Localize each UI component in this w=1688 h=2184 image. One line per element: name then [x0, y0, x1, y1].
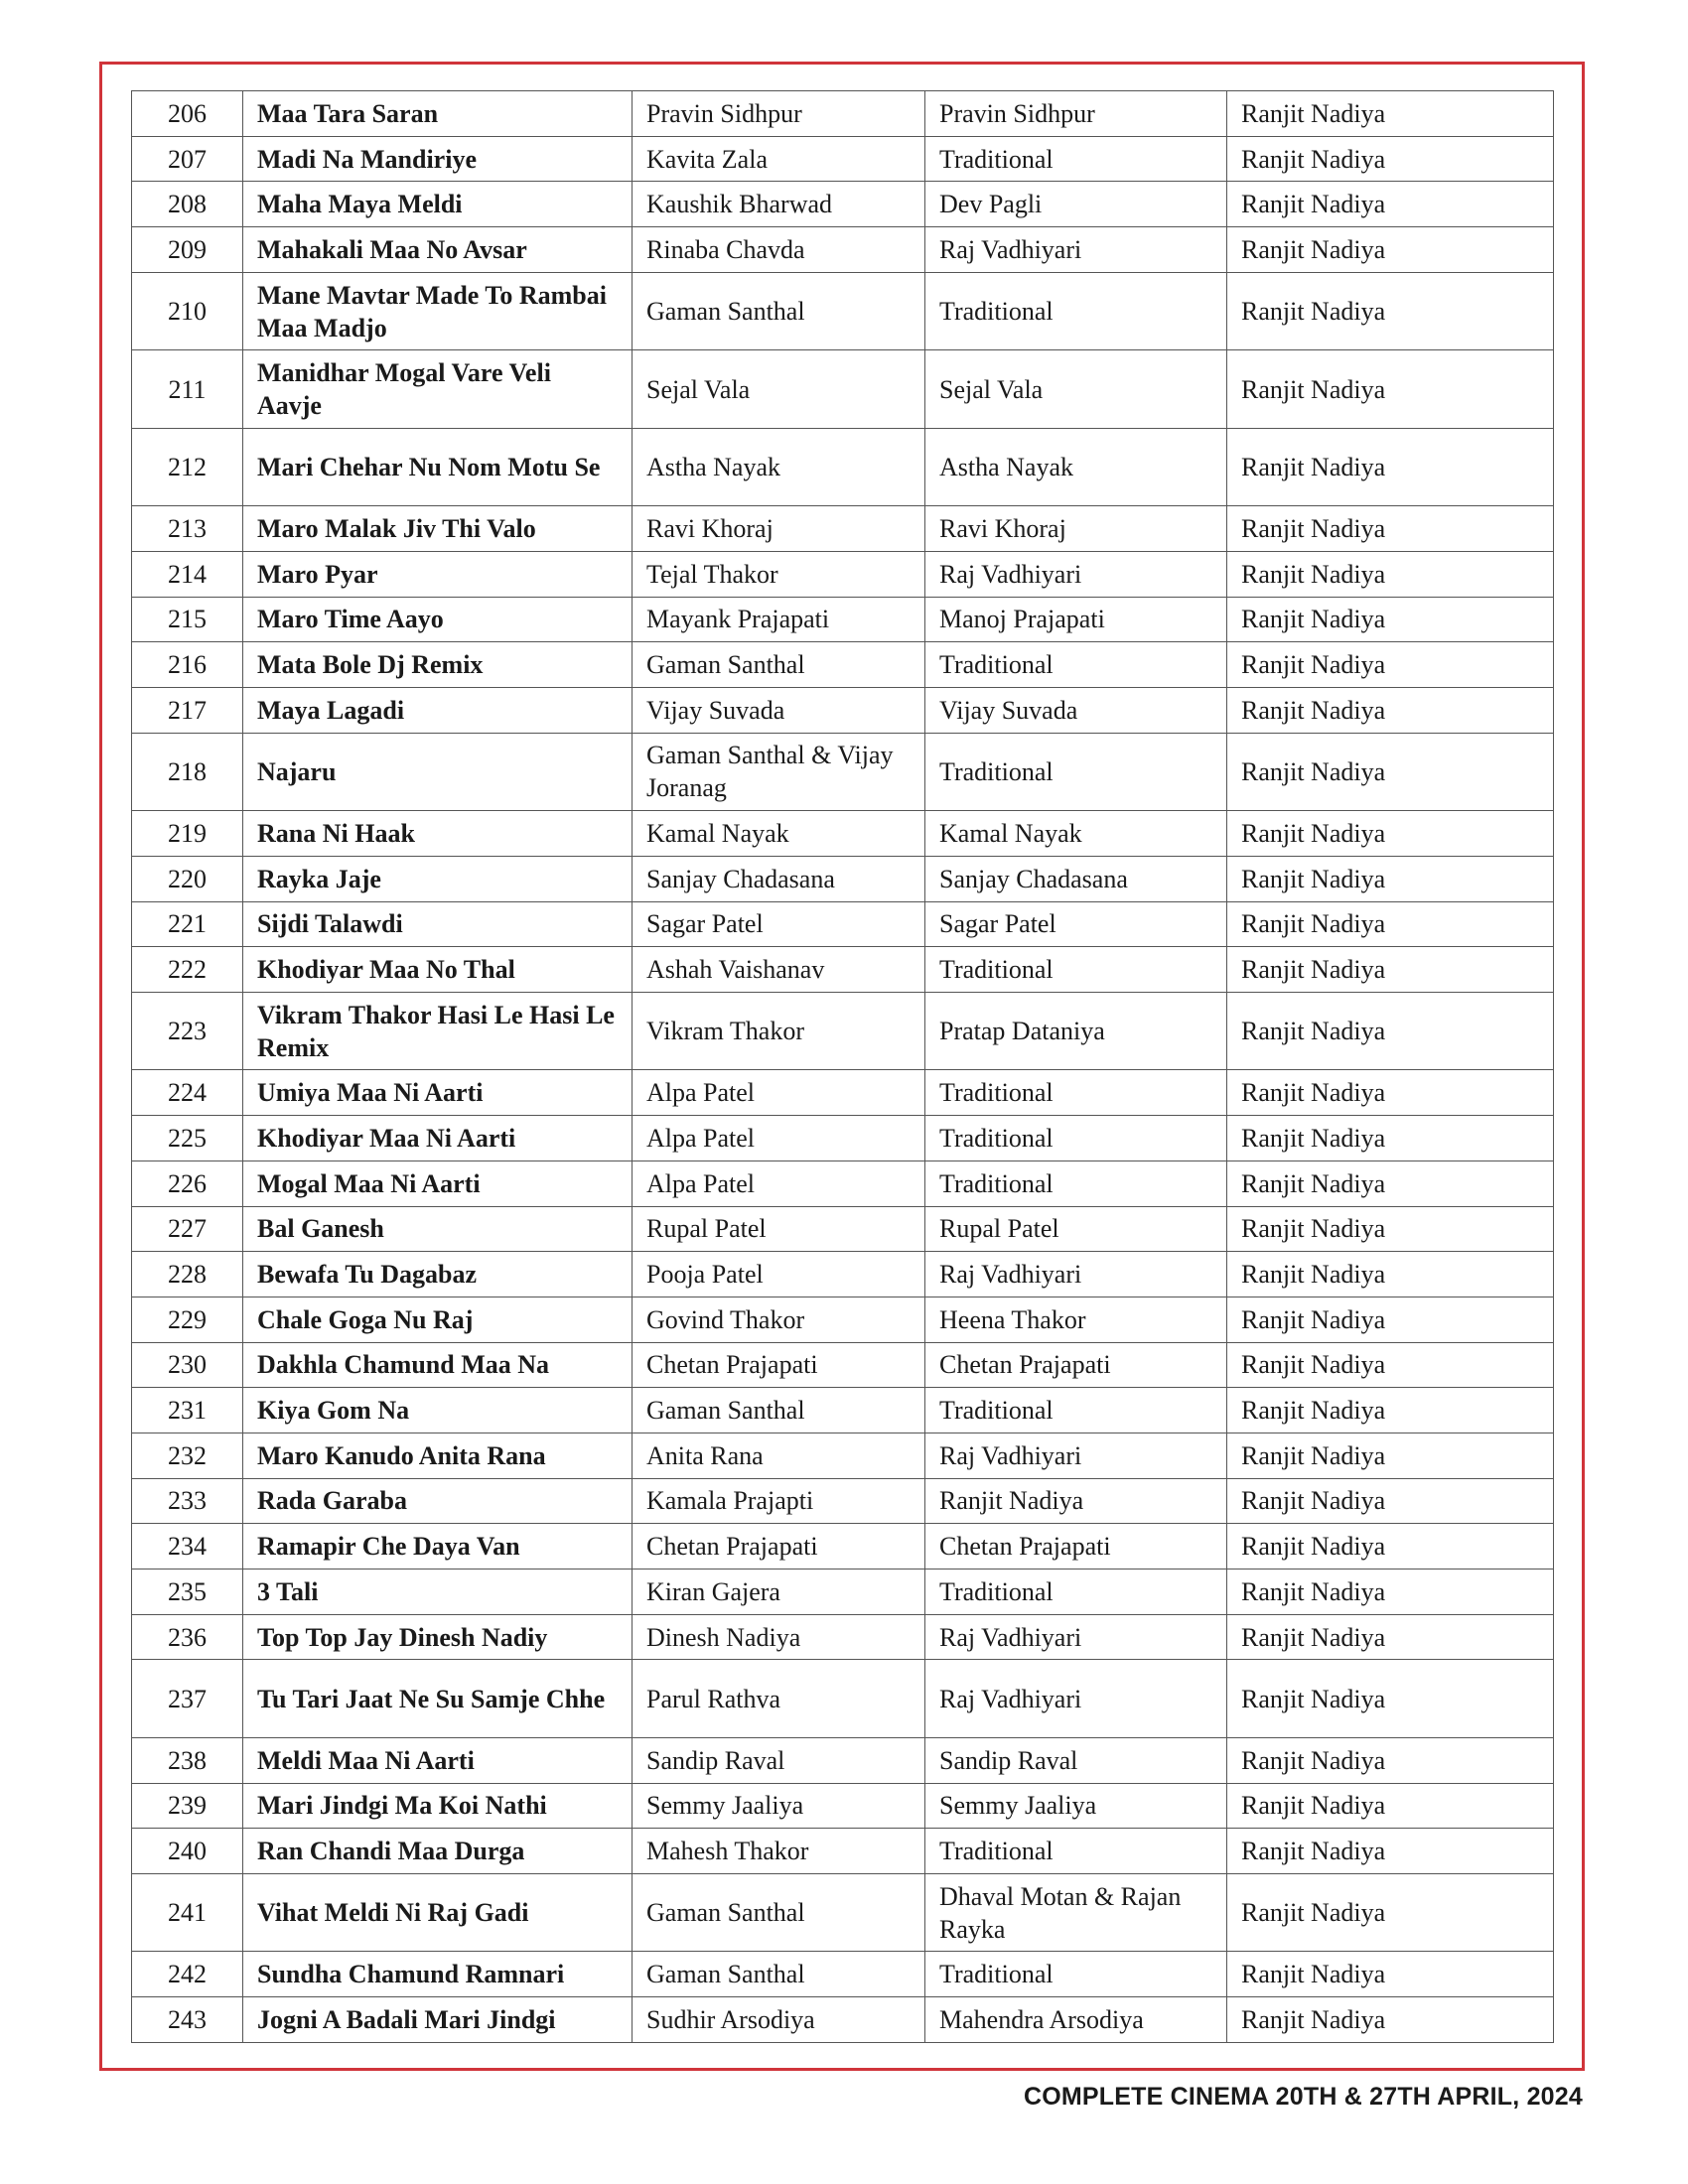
composer-name: Ranjit Nadiya	[1227, 1388, 1554, 1433]
song-title: Kiya Gom Na	[243, 1388, 633, 1433]
lyricist-name: Traditional	[925, 1116, 1227, 1161]
singer-name: Mahesh Thakor	[633, 1829, 925, 1874]
table-row	[132, 91, 1554, 137]
composer-name: Ranjit Nadiya	[1227, 1342, 1554, 1388]
song-title: Umiya Maa Ni Aarti	[243, 1070, 633, 1116]
song-number: 241	[132, 1873, 243, 1952]
table-row	[132, 642, 1554, 688]
singer-name: Kamal Nayak	[633, 811, 925, 857]
singer-name: Gaman Santhal	[633, 1873, 925, 1952]
lyricist-name: Raj Vadhiyari	[925, 551, 1227, 597]
singer-name: Gaman Santhal	[633, 1952, 925, 1997]
table-row	[132, 1297, 1554, 1342]
composer-name: Ranjit Nadiya	[1227, 1997, 1554, 2043]
table-row	[132, 1206, 1554, 1252]
song-number: 219	[132, 811, 243, 857]
lyricist-name: Traditional	[925, 733, 1227, 811]
song-title: Mogal Maa Ni Aarti	[243, 1160, 633, 1206]
singer-name: Ashah Vaishanav	[633, 947, 925, 993]
lyricist-name: Sejal Vala	[925, 350, 1227, 429]
composer-name: Ranjit Nadiya	[1227, 1478, 1554, 1524]
singer-name: Sagar Patel	[633, 901, 925, 947]
composer-name: Ranjit Nadiya	[1227, 1660, 1554, 1738]
composer-name: Ranjit Nadiya	[1227, 91, 1554, 137]
song-number: 243	[132, 1997, 243, 2043]
song-title: Maya Lagadi	[243, 688, 633, 734]
table-row	[132, 1997, 1554, 2043]
song-number: 210	[132, 272, 243, 350]
song-number: 229	[132, 1297, 243, 1342]
song-title: Vikram Thakor Hasi Le Hasi Le Remix	[243, 992, 633, 1070]
singer-name: Alpa Patel	[633, 1116, 925, 1161]
songs-table-body	[132, 91, 1554, 2043]
song-number: 240	[132, 1829, 243, 1874]
singer-name: Astha Nayak	[633, 428, 925, 506]
composer-name: Ranjit Nadiya	[1227, 551, 1554, 597]
table-row	[132, 272, 1554, 350]
composer-name: Ranjit Nadiya	[1227, 1783, 1554, 1829]
song-number: 220	[132, 856, 243, 901]
song-title: Tu Tari Jaat Ne Su Samje Chhe	[243, 1660, 633, 1738]
song-number: 217	[132, 688, 243, 734]
table-row	[132, 1252, 1554, 1297]
table-row	[132, 947, 1554, 993]
song-title: Ramapir Che Daya Van	[243, 1524, 633, 1570]
composer-name: Ranjit Nadiya	[1227, 992, 1554, 1070]
table-row	[132, 1829, 1554, 1874]
song-title: Maro Time Aayo	[243, 597, 633, 642]
composer-name: Ranjit Nadiya	[1227, 1570, 1554, 1615]
composer-name: Ranjit Nadiya	[1227, 688, 1554, 734]
singer-name: Kavita Zala	[633, 136, 925, 182]
lyricist-name: Mahendra Arsodiya	[925, 1997, 1227, 2043]
lyricist-name: Heena Thakor	[925, 1297, 1227, 1342]
song-title: Manidhar Mogal Vare Veli Aavje	[243, 350, 633, 429]
table-row	[132, 1660, 1554, 1738]
composer-name: Ranjit Nadiya	[1227, 182, 1554, 227]
table-row	[132, 597, 1554, 642]
lyricist-name: Ranjit Nadiya	[925, 1478, 1227, 1524]
table-row	[132, 1614, 1554, 1660]
songs-table	[131, 90, 1554, 2043]
song-number: 227	[132, 1206, 243, 1252]
table-row	[132, 688, 1554, 734]
song-number: 212	[132, 428, 243, 506]
singer-name: Chetan Prajapati	[633, 1342, 925, 1388]
composer-name: Ranjit Nadiya	[1227, 1252, 1554, 1297]
song-title: Sundha Chamund Ramnari	[243, 1952, 633, 1997]
song-title: Rayka Jaje	[243, 856, 633, 901]
song-title: Mari Chehar Nu Nom Motu Se	[243, 428, 633, 506]
composer-name: Ranjit Nadiya	[1227, 733, 1554, 811]
lyricist-name: Sagar Patel	[925, 901, 1227, 947]
table-row	[132, 182, 1554, 227]
composer-name: Ranjit Nadiya	[1227, 227, 1554, 273]
lyricist-name: Traditional	[925, 136, 1227, 182]
song-number: 222	[132, 947, 243, 993]
song-title: Mane Mavtar Made To Rambai Maa Madjo	[243, 272, 633, 350]
singer-name: Semmy Jaaliya	[633, 1783, 925, 1829]
composer-name: Ranjit Nadiya	[1227, 947, 1554, 993]
song-title: Meldi Maa Ni Aarti	[243, 1737, 633, 1783]
table-row	[132, 1478, 1554, 1524]
song-title: Maro Pyar	[243, 551, 633, 597]
song-number: 226	[132, 1160, 243, 1206]
singer-name: Sandip Raval	[633, 1737, 925, 1783]
table-row	[132, 1783, 1554, 1829]
song-number: 207	[132, 136, 243, 182]
composer-name: Ranjit Nadiya	[1227, 1829, 1554, 1874]
table-row	[132, 1524, 1554, 1570]
composer-name: Ranjit Nadiya	[1227, 1206, 1554, 1252]
table-row	[132, 1388, 1554, 1433]
singer-name: Kaushik Bharwad	[633, 182, 925, 227]
singer-name: Tejal Thakor	[633, 551, 925, 597]
singer-name: Gaman Santhal	[633, 1388, 925, 1433]
singer-name: Sanjay Chadasana	[633, 856, 925, 901]
song-number: 232	[132, 1433, 243, 1478]
composer-name: Ranjit Nadiya	[1227, 901, 1554, 947]
lyricist-name: Vijay Suvada	[925, 688, 1227, 734]
song-title: Khodiyar Maa Ni Aarti	[243, 1116, 633, 1161]
song-title: Mata Bole Dj Remix	[243, 642, 633, 688]
lyricist-name: Raj Vadhiyari	[925, 227, 1227, 273]
table-row	[132, 350, 1554, 429]
singer-name: Gaman Santhal	[633, 642, 925, 688]
singer-name: Alpa Patel	[633, 1160, 925, 1206]
singer-name: Dinesh Nadiya	[633, 1614, 925, 1660]
song-title: Mahakali Maa No Avsar	[243, 227, 633, 273]
singer-name: Chetan Prajapati	[633, 1524, 925, 1570]
song-title: Sijdi Talawdi	[243, 901, 633, 947]
singer-name: Kiran Gajera	[633, 1570, 925, 1615]
song-title: Maha Maya Meldi	[243, 182, 633, 227]
singer-name: Anita Rana	[633, 1433, 925, 1478]
song-title: Ran Chandi Maa Durga	[243, 1829, 633, 1874]
singer-name: Pooja Patel	[633, 1252, 925, 1297]
lyricist-name: Semmy Jaaliya	[925, 1783, 1227, 1829]
table-row	[132, 733, 1554, 811]
table-row	[132, 1160, 1554, 1206]
lyricist-name: Traditional	[925, 272, 1227, 350]
song-title: Madi Na Mandiriye	[243, 136, 633, 182]
lyricist-name: Ravi Khoraj	[925, 506, 1227, 552]
song-title: Maro Malak Jiv Thi Valo	[243, 506, 633, 552]
song-title: Chale Goga Nu Raj	[243, 1297, 633, 1342]
table-row	[132, 1070, 1554, 1116]
composer-name: Ranjit Nadiya	[1227, 642, 1554, 688]
song-title: Dakhla Chamund Maa Na	[243, 1342, 633, 1388]
lyricist-name: Pravin Sidhpur	[925, 91, 1227, 137]
singer-name: Vijay Suvada	[633, 688, 925, 734]
song-title: Rada Garaba	[243, 1478, 633, 1524]
song-number: 228	[132, 1252, 243, 1297]
table-row	[132, 811, 1554, 857]
lyricist-name: Pratap Dataniya	[925, 992, 1227, 1070]
song-title: Bal Ganesh	[243, 1206, 633, 1252]
table-row	[132, 136, 1554, 182]
table-row	[132, 428, 1554, 506]
lyricist-name: Raj Vadhiyari	[925, 1433, 1227, 1478]
song-number: 235	[132, 1570, 243, 1615]
singer-name: Gaman Santhal	[633, 272, 925, 350]
table-row	[132, 992, 1554, 1070]
composer-name: Ranjit Nadiya	[1227, 597, 1554, 642]
lyricist-name: Dhaval Motan & Rajan Rayka	[925, 1873, 1227, 1952]
table-row	[132, 551, 1554, 597]
composer-name: Ranjit Nadiya	[1227, 1614, 1554, 1660]
song-title: Bewafa Tu Dagabaz	[243, 1252, 633, 1297]
song-number: 237	[132, 1660, 243, 1738]
table-row	[132, 1116, 1554, 1161]
song-number: 234	[132, 1524, 243, 1570]
lyricist-name: Rupal Patel	[925, 1206, 1227, 1252]
lyricist-name: Chetan Prajapati	[925, 1342, 1227, 1388]
lyricist-name: Kamal Nayak	[925, 811, 1227, 857]
song-title: Najaru	[243, 733, 633, 811]
singer-name: Pravin Sidhpur	[633, 91, 925, 137]
composer-name: Ranjit Nadiya	[1227, 1297, 1554, 1342]
composer-name: Ranjit Nadiya	[1227, 1160, 1554, 1206]
song-number: 230	[132, 1342, 243, 1388]
singer-name: Kamala Prajapti	[633, 1478, 925, 1524]
song-number: 236	[132, 1614, 243, 1660]
lyricist-name: Traditional	[925, 1070, 1227, 1116]
table-row	[132, 227, 1554, 273]
lyricist-name: Raj Vadhiyari	[925, 1252, 1227, 1297]
singer-name: Gaman Santhal & Vijay Joranag	[633, 733, 925, 811]
lyricist-name: Traditional	[925, 1160, 1227, 1206]
lyricist-name: Manoj Prajapati	[925, 597, 1227, 642]
song-number: 239	[132, 1783, 243, 1829]
song-title: 3 Tali	[243, 1570, 633, 1615]
composer-name: Ranjit Nadiya	[1227, 1873, 1554, 1952]
composer-name: Ranjit Nadiya	[1227, 350, 1554, 429]
singer-name: Sudhir Arsodiya	[633, 1997, 925, 2043]
composer-name: Ranjit Nadiya	[1227, 1116, 1554, 1161]
composer-name: Ranjit Nadiya	[1227, 506, 1554, 552]
table-row	[132, 1570, 1554, 1615]
lyricist-name: Traditional	[925, 1388, 1227, 1433]
table-row	[132, 1737, 1554, 1783]
song-number: 209	[132, 227, 243, 273]
composer-name: Ranjit Nadiya	[1227, 1524, 1554, 1570]
song-number: 218	[132, 733, 243, 811]
table-row	[132, 1342, 1554, 1388]
song-title: Top Top Jay Dinesh Nadiy	[243, 1614, 633, 1660]
song-number: 223	[132, 992, 243, 1070]
table-row	[132, 506, 1554, 552]
singer-name: Rinaba Chavda	[633, 227, 925, 273]
singer-name: Sejal Vala	[633, 350, 925, 429]
composer-name: Ranjit Nadiya	[1227, 1070, 1554, 1116]
song-number: 206	[132, 91, 243, 137]
singer-name: Vikram Thakor	[633, 992, 925, 1070]
singer-name: Parul Rathva	[633, 1660, 925, 1738]
lyricist-name: Traditional	[925, 1952, 1227, 1997]
song-number: 224	[132, 1070, 243, 1116]
lyricist-name: Traditional	[925, 947, 1227, 993]
song-number: 231	[132, 1388, 243, 1433]
lyricist-name: Raj Vadhiyari	[925, 1614, 1227, 1660]
song-number: 214	[132, 551, 243, 597]
lyricist-name: Chetan Prajapati	[925, 1524, 1227, 1570]
song-title: Mari Jindgi Ma Koi Nathi	[243, 1783, 633, 1829]
singer-name: Ravi Khoraj	[633, 506, 925, 552]
composer-name: Ranjit Nadiya	[1227, 1433, 1554, 1478]
song-title: Khodiyar Maa No Thal	[243, 947, 633, 993]
lyricist-name: Sanjay Chadasana	[925, 856, 1227, 901]
composer-name: Ranjit Nadiya	[1227, 1952, 1554, 1997]
song-title: Maa Tara Saran	[243, 91, 633, 137]
lyricist-name: Astha Nayak	[925, 428, 1227, 506]
table-row	[132, 1433, 1554, 1478]
lyricist-name: Raj Vadhiyari	[925, 1660, 1227, 1738]
table-row	[132, 901, 1554, 947]
song-title: Rana Ni Haak	[243, 811, 633, 857]
table-row	[132, 856, 1554, 901]
song-number: 215	[132, 597, 243, 642]
singer-name: Alpa Patel	[633, 1070, 925, 1116]
lyricist-name: Traditional	[925, 642, 1227, 688]
song-title: Maro Kanudo Anita Rana	[243, 1433, 633, 1478]
page-footer: COMPLETE CINEMA 20TH & 27TH APRIL, 2024	[1023, 2083, 1583, 2111]
singer-name: Govind Thakor	[633, 1297, 925, 1342]
composer-name: Ranjit Nadiya	[1227, 811, 1554, 857]
song-number: 216	[132, 642, 243, 688]
song-number: 233	[132, 1478, 243, 1524]
composer-name: Ranjit Nadiya	[1227, 272, 1554, 350]
lyricist-name: Traditional	[925, 1829, 1227, 1874]
lyricist-name: Sandip Raval	[925, 1737, 1227, 1783]
song-title: Jogni A Badali Mari Jindgi	[243, 1997, 633, 2043]
song-number: 242	[132, 1952, 243, 1997]
song-number: 221	[132, 901, 243, 947]
song-number: 211	[132, 350, 243, 429]
singer-name: Mayank Prajapati	[633, 597, 925, 642]
composer-name: Ranjit Nadiya	[1227, 856, 1554, 901]
singer-name: Rupal Patel	[633, 1206, 925, 1252]
table-row	[132, 1873, 1554, 1952]
lyricist-name: Dev Pagli	[925, 182, 1227, 227]
song-number: 238	[132, 1737, 243, 1783]
song-number: 225	[132, 1116, 243, 1161]
table-row	[132, 1952, 1554, 1997]
composer-name: Ranjit Nadiya	[1227, 1737, 1554, 1783]
song-title: Vihat Meldi Ni Raj Gadi	[243, 1873, 633, 1952]
composer-name: Ranjit Nadiya	[1227, 136, 1554, 182]
song-number: 208	[132, 182, 243, 227]
composer-name: Ranjit Nadiya	[1227, 428, 1554, 506]
lyricist-name: Traditional	[925, 1570, 1227, 1615]
song-number: 213	[132, 506, 243, 552]
